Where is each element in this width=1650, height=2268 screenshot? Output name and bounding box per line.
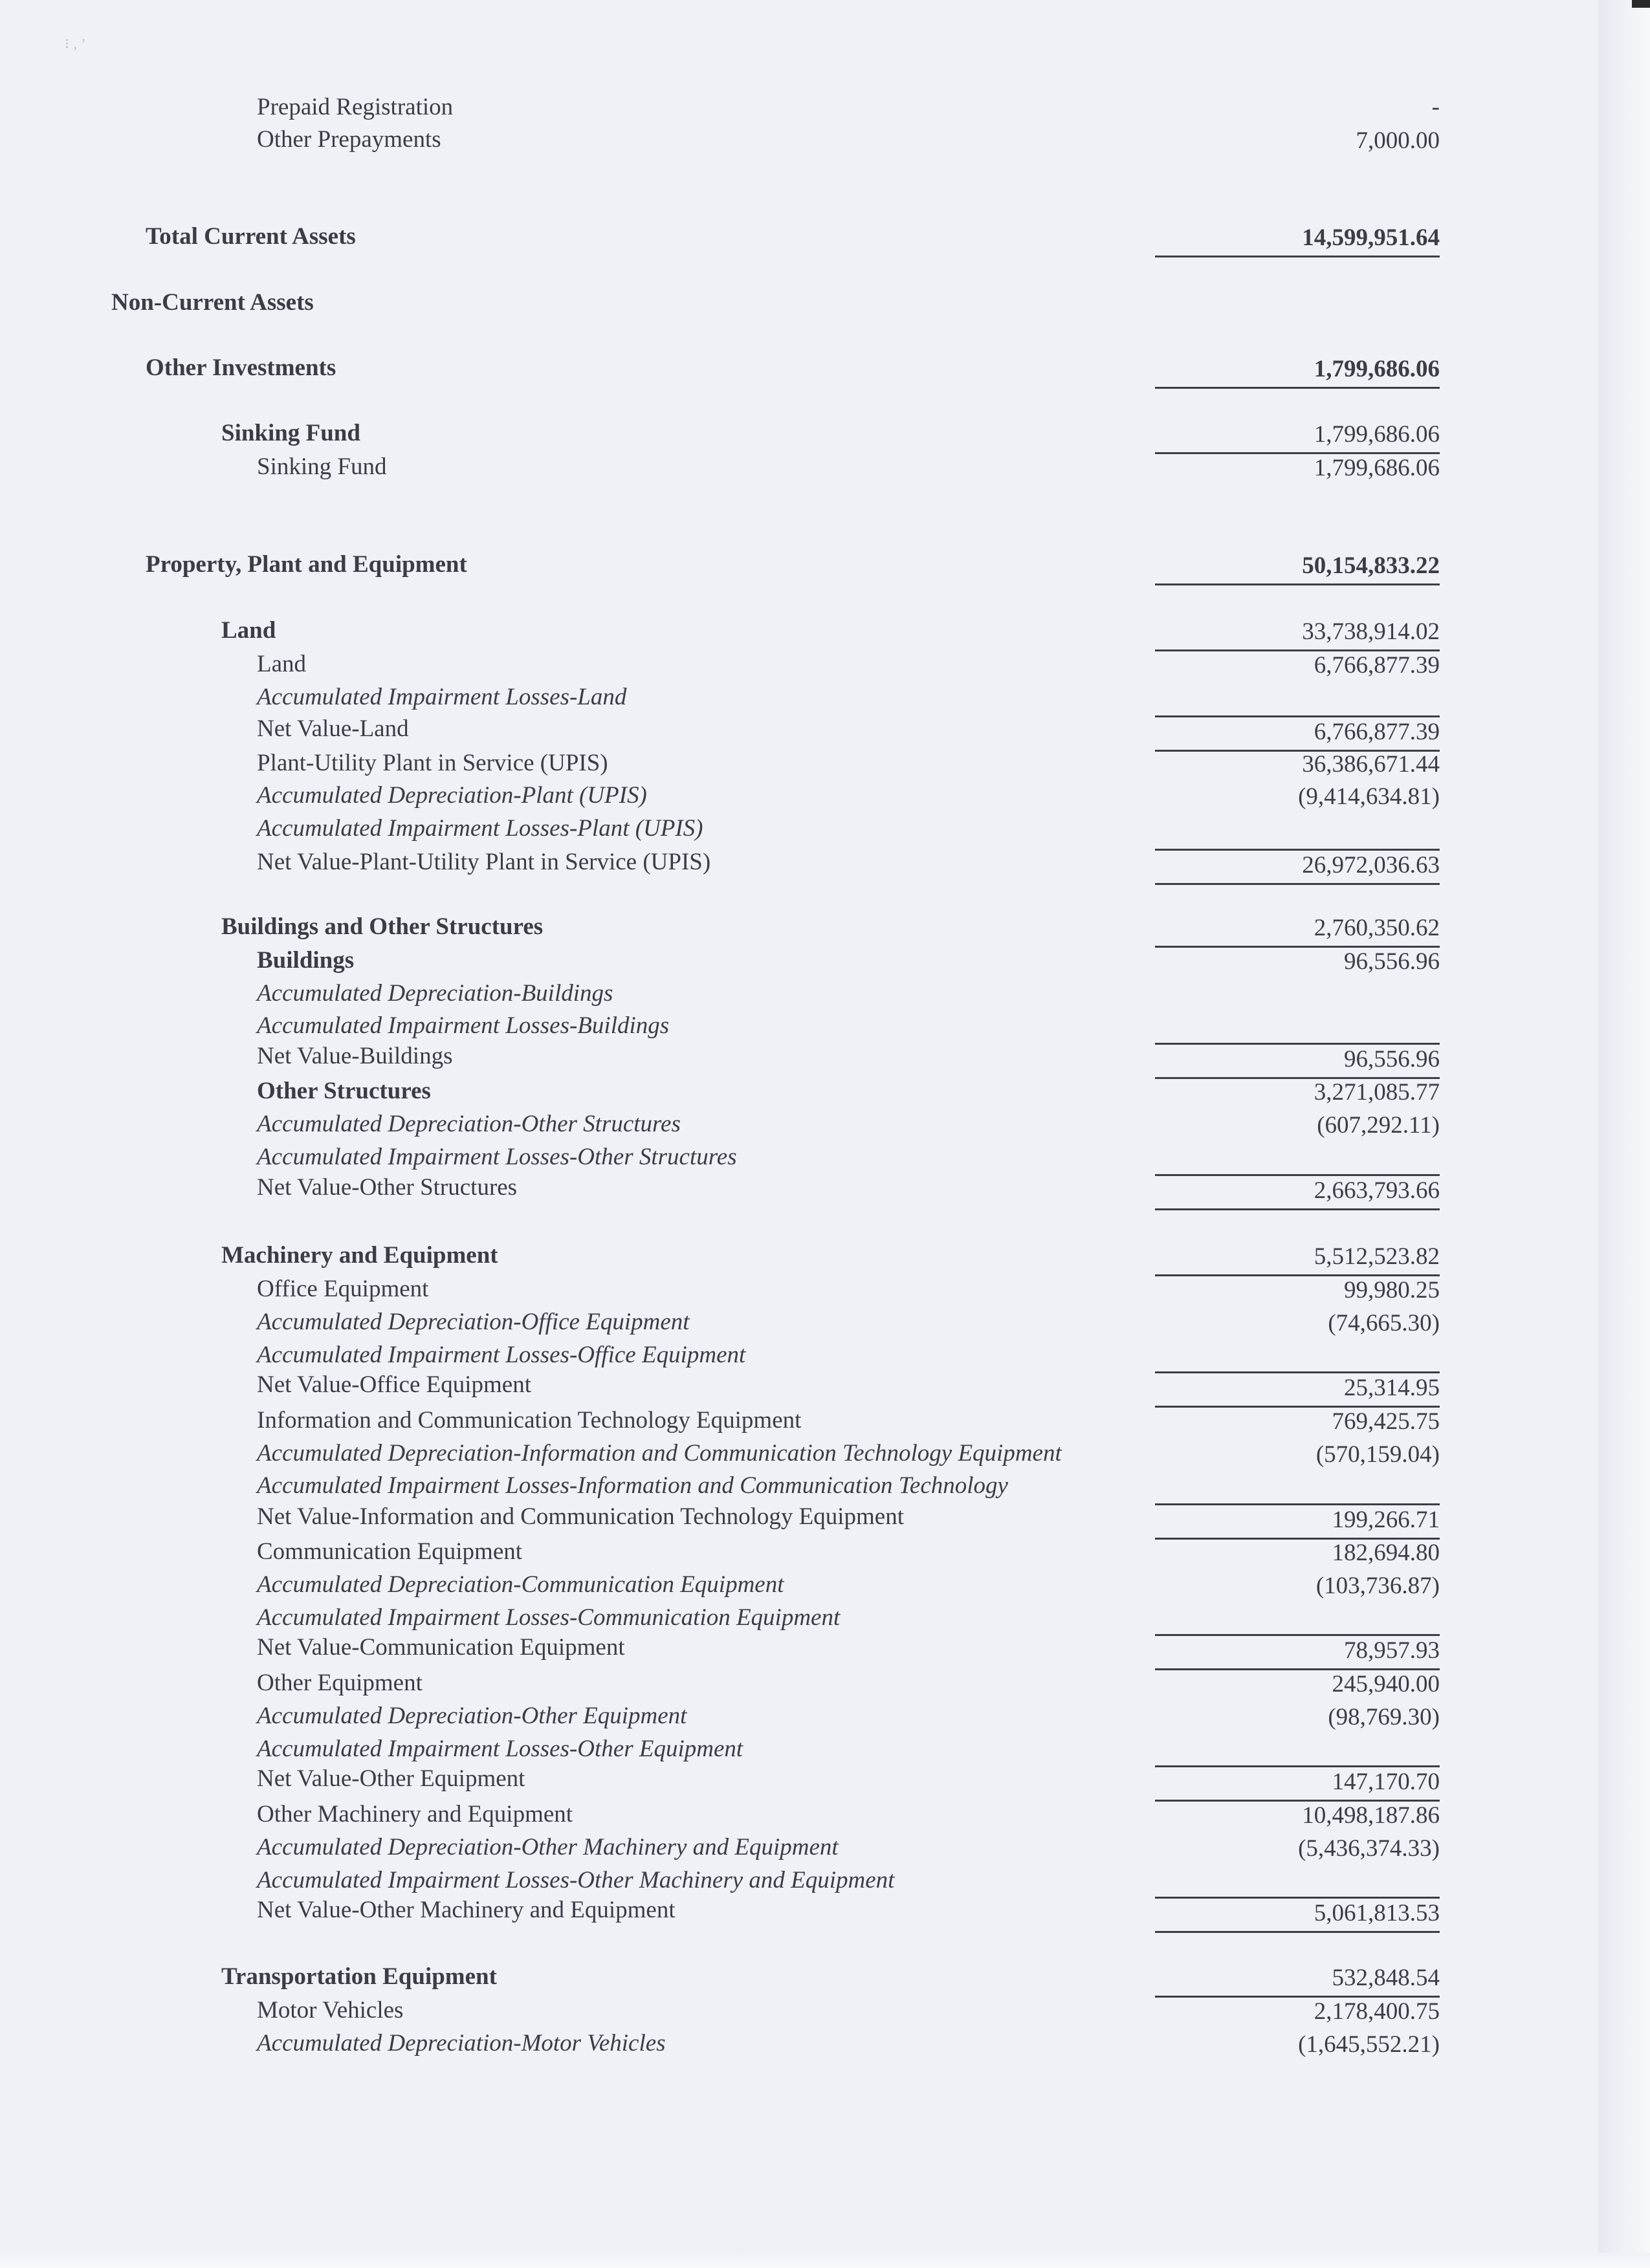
statement-row [0,1668,1650,1701]
row-label: Net Value-Other Machinery and Equipment [257,1897,676,1923]
row-amount: (607,292.11) [1317,1112,1440,1139]
statement-row [0,2029,1650,2061]
row-label: Communication Equipment [257,1538,523,1565]
row-label: Information and Communication Technology Equipment [257,1407,802,1434]
row-label: Buildings and Other Structures [221,913,544,940]
row-label: Net Value-Communication Equipment [257,1634,625,1661]
statement-row [0,979,1650,1011]
statement-row [0,1866,1650,1898]
row-label: Other Investments [146,354,336,381]
row-label: Accumulated Depreciation-Other Equipment [257,1703,687,1729]
row-amount: 6,766,877.39 [1155,715,1440,752]
row-amount: 2,663,793.66 [1155,1174,1440,1210]
row-amount: 26,972,036.63 [1155,849,1440,885]
row-label: Accumulated Depreciation-Office Equipment [257,1309,690,1335]
row-amount: (570,159.04) [1315,1441,1440,1468]
statement-row [0,550,1650,582]
row-label: Land [221,617,276,644]
statement-row [0,1406,1650,1438]
row-label: Accumulated Impairment Losses-Office Equipment [257,1342,746,1368]
row-label: Other Structures [257,1078,431,1104]
statement-row [0,1537,1650,1569]
statement-row [0,1603,1650,1635]
statement-row [0,1570,1650,1602]
statement-row [0,847,1650,880]
statement-row [0,222,1650,254]
row-label: Accumulated Impairment Losses-Other Equipment [257,1736,743,1762]
row-amount: 14,599,951.64 [1155,223,1440,257]
row-label: Other Machinery and Equipment [257,1801,573,1827]
row-label: Prepaid Registration [257,94,454,120]
row-label: Net Value-Other Equipment [257,1765,525,1792]
statement-row [0,1307,1650,1340]
row-amount: 182,694.80 [1332,1540,1440,1566]
statement-row [0,1109,1650,1142]
row-amount: 2,760,350.62 [1155,913,1440,948]
row-label: Accumulated Depreciation-Buildings [257,980,613,1007]
row-label: Total Current Assets [146,223,356,250]
row-label: Accumulated Impairment Losses-Other Structures [257,1144,737,1170]
row-amount: (103,736.87) [1315,1573,1440,1599]
row-label: Other Equipment [257,1670,423,1696]
row-amount: 2,178,400.75 [1314,1998,1440,2025]
statement-row [0,1340,1650,1373]
row-amount: 3,271,085.77 [1314,1079,1440,1106]
row-label: Motor Vehicles [257,1997,404,2023]
row-amount: 96,556.96 [1155,1043,1440,1079]
row-amount: 99,980.25 [1344,1277,1440,1303]
statement-row [0,452,1650,485]
statement-row [0,682,1650,715]
row-amount: 1,799,686.06 [1155,354,1440,389]
row-amount: 33,738,914.02 [1155,617,1440,651]
statement-row [0,1633,1650,1665]
statement-row [0,1370,1650,1402]
statement-row [0,1011,1650,1043]
row-amount: 5,061,813.53 [1155,1897,1440,1933]
row-label: Accumulated Depreciation-Plant (UPIS) [257,782,647,809]
row-label: Accumulated Depreciation-Information and Communication Technology Equipment [257,1440,1062,1467]
row-amount: 36,386,671.44 [1302,751,1440,778]
row-amount: 50,154,833.22 [1155,551,1440,585]
row-amount: (74,665.30) [1328,1310,1440,1336]
statement-row [0,616,1650,648]
row-amount: 1,799,686.06 [1155,420,1440,454]
row-amount: 96,556.96 [1344,948,1440,975]
row-amount: 5,512,523.82 [1155,1242,1440,1276]
row-label: Accumulated Depreciation-Other Structures [257,1111,681,1137]
row-label: Non-Current Assets [111,289,314,316]
row-amount: 147,170.70 [1155,1765,1440,1802]
row-amount: 769,425.75 [1332,1408,1440,1435]
statement-row [0,1173,1650,1205]
statement-row [0,649,1650,682]
row-amount: (9,414,634.81) [1298,783,1440,810]
row-amount: (1,645,552.21) [1298,2031,1440,2058]
statement-row [0,714,1650,747]
row-label: Accumulated Impairment Losses-Buildings [257,1012,670,1039]
statement-row [0,1241,1650,1273]
row-amount: 7,000.00 [1356,127,1440,154]
row-label: Accumulated Impairment Losses-Land [257,684,627,710]
statement-row [0,1895,1650,1928]
statement-row [0,1701,1650,1734]
row-amount: 199,266.71 [1155,1503,1440,1540]
statement-row [0,1962,1650,1994]
statement-row [0,912,1650,944]
row-label: Property, Plant and Equipment [146,551,467,578]
statement-row [0,1142,1650,1175]
row-label: Machinery and Equipment [221,1242,498,1269]
statement-row [0,1734,1650,1767]
row-label: Accumulated Impairment Losses-Communication Equipment [257,1604,841,1631]
row-label: Plant-Utility Plant in Service (UPIS) [257,750,608,776]
row-label: Sinking Fund [257,453,387,480]
row-label: Net Value-Buildings [257,1043,453,1069]
statement-row [0,781,1650,813]
statement-row [0,1471,1650,1503]
statement-row [0,353,1650,386]
row-label: Accumulated Impairment Losses-Other Machinery and Equipment [257,1867,895,1893]
statement-row [0,1439,1650,1471]
row-amount: 1,799,686.06 [1314,455,1440,481]
row-amount: 10,498,187.86 [1302,1802,1440,1829]
row-label: Net Value-Information and Communication Technology Equipment [257,1503,904,1530]
statement-row [0,748,1650,781]
row-label: Transportation Equipment [221,1963,497,1990]
row-amount: - [1431,94,1440,120]
statement-row [0,125,1650,157]
row-amount: 245,940.00 [1332,1671,1440,1697]
statement-row [0,1274,1650,1307]
statement-row [0,1076,1650,1109]
statement-row [0,1764,1650,1796]
row-amount: 6,766,877.39 [1314,652,1440,679]
statement-row [0,288,1650,320]
statement-row [0,1996,1650,2028]
row-label: Accumulated Depreciation-Communication Equipment [257,1571,784,1598]
row-amount: 25,314.95 [1155,1371,1440,1408]
row-label: Accumulated Impairment Losses-Plant (UPIS) [257,815,703,842]
row-label: Net Value-Other Structures [257,1174,518,1201]
row-amount: 532,848.54 [1155,1963,1440,1998]
row-amount: (98,769.30) [1328,1704,1440,1730]
row-amount: (5,436,374.33) [1298,1835,1440,1862]
row-label: Accumulated Impairment Losses-Information and Communication Technology [257,1472,1008,1499]
statement-row [0,419,1650,451]
row-label: Net Value-Plant-Utility Plant in Service (UPIS) [257,849,711,875]
scan-smudge: ⁝ ‚ ’ [65,36,86,52]
row-label: Other Prepayments [257,126,441,153]
statement-row [0,814,1650,846]
statement-row [0,1502,1650,1534]
row-label: Net Value-Land [257,715,409,742]
statement-row [0,93,1650,125]
statement-row [0,1833,1650,1865]
row-label: Land [257,651,307,677]
statement-row [0,946,1650,978]
row-label: Net Value-Office Equipment [257,1371,532,1398]
statement-row [0,1800,1650,1832]
row-label: Sinking Fund [221,420,360,446]
statement-row [0,1041,1650,1074]
row-label: Accumulated Depreciation-Motor Vehicles [257,2030,666,2056]
row-amount: 78,957.93 [1155,1634,1440,1670]
row-label: Accumulated Depreciation-Other Machinery and Equipment [257,1834,839,1860]
row-label: Office Equipment [257,1276,429,1302]
row-label: Buildings [257,947,355,974]
